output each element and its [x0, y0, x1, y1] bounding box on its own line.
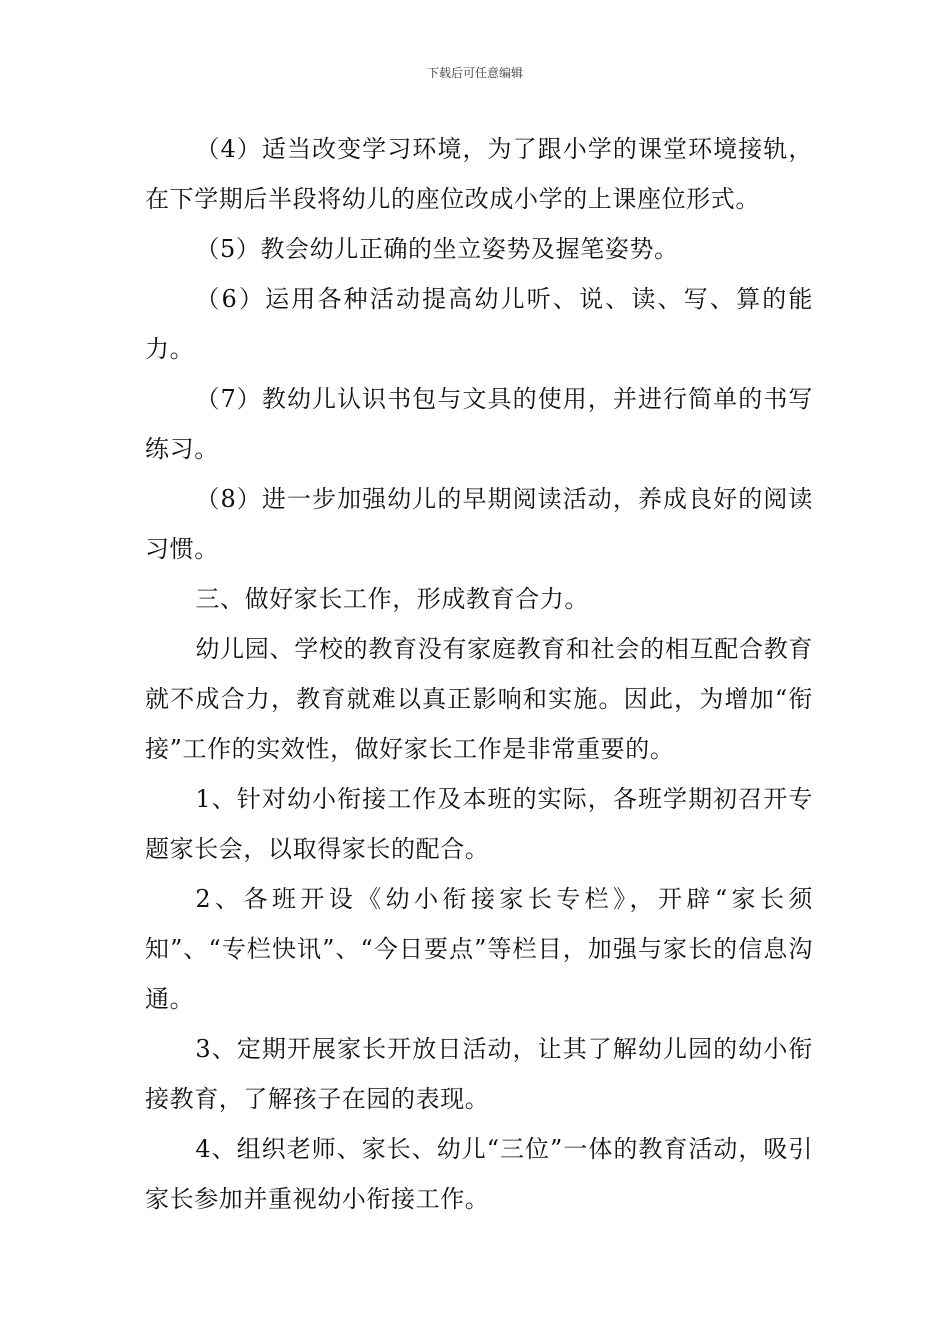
paragraph-item-6: （6）运用各种活动提高幼儿听、说、读、写、算的能力。	[145, 285, 813, 363]
list-item-4: 4、组织老师、家长、幼儿“三位”一体的教育活动，吸引家长参加并重视幼小衔接工作。	[145, 1135, 813, 1213]
document-body	[145, 124, 813, 1224]
paragraph-item-4: （4）适当改变学习环境，为了跟小学的课堂环境接轨，在下学期后半段将幼儿的座位改成小学的上课座位形式。	[145, 135, 813, 213]
section-intro-paragraph: 幼儿园、学校的教育没有家庭教育和社会的相互配合教育就不成合力，教育就难以真正影响和实施。因此，为增加“衔接”工作的实效性，做好家长工作是非常重要的。	[145, 635, 813, 763]
page-header-note: 下载后可任意编辑	[426, 66, 523, 80]
paragraph-item-5: （5）教会幼儿正确的坐立姿势及握笔姿势。	[195, 235, 679, 263]
paragraph-item-7: （7）教幼儿认识书包与文具的使用，并进行简单的书写练习。	[145, 385, 813, 463]
list-item-2: 2、各班开设《幼小衔接家长专栏》，开辟“家长须知”、“专栏快讯”、“今日要点”等栏目，加强与家长的信息沟通。	[145, 885, 813, 1013]
list-item-3: 3、定期开展家长开放日活动，让其了解幼儿园的幼小衔接教育，了解孩子在园的表现。	[145, 1035, 813, 1113]
section-heading: 三、做好家长工作，形成教育合力。	[195, 585, 589, 613]
list-item-1: 1、针对幼小衔接工作及本班的实际，各班学期初召开专题家长会，以取得家长的配合。	[145, 785, 813, 863]
paragraph-item-8: （8）进一步加强幼儿的早期阅读活动，养成良好的阅读习惯。	[145, 485, 813, 563]
